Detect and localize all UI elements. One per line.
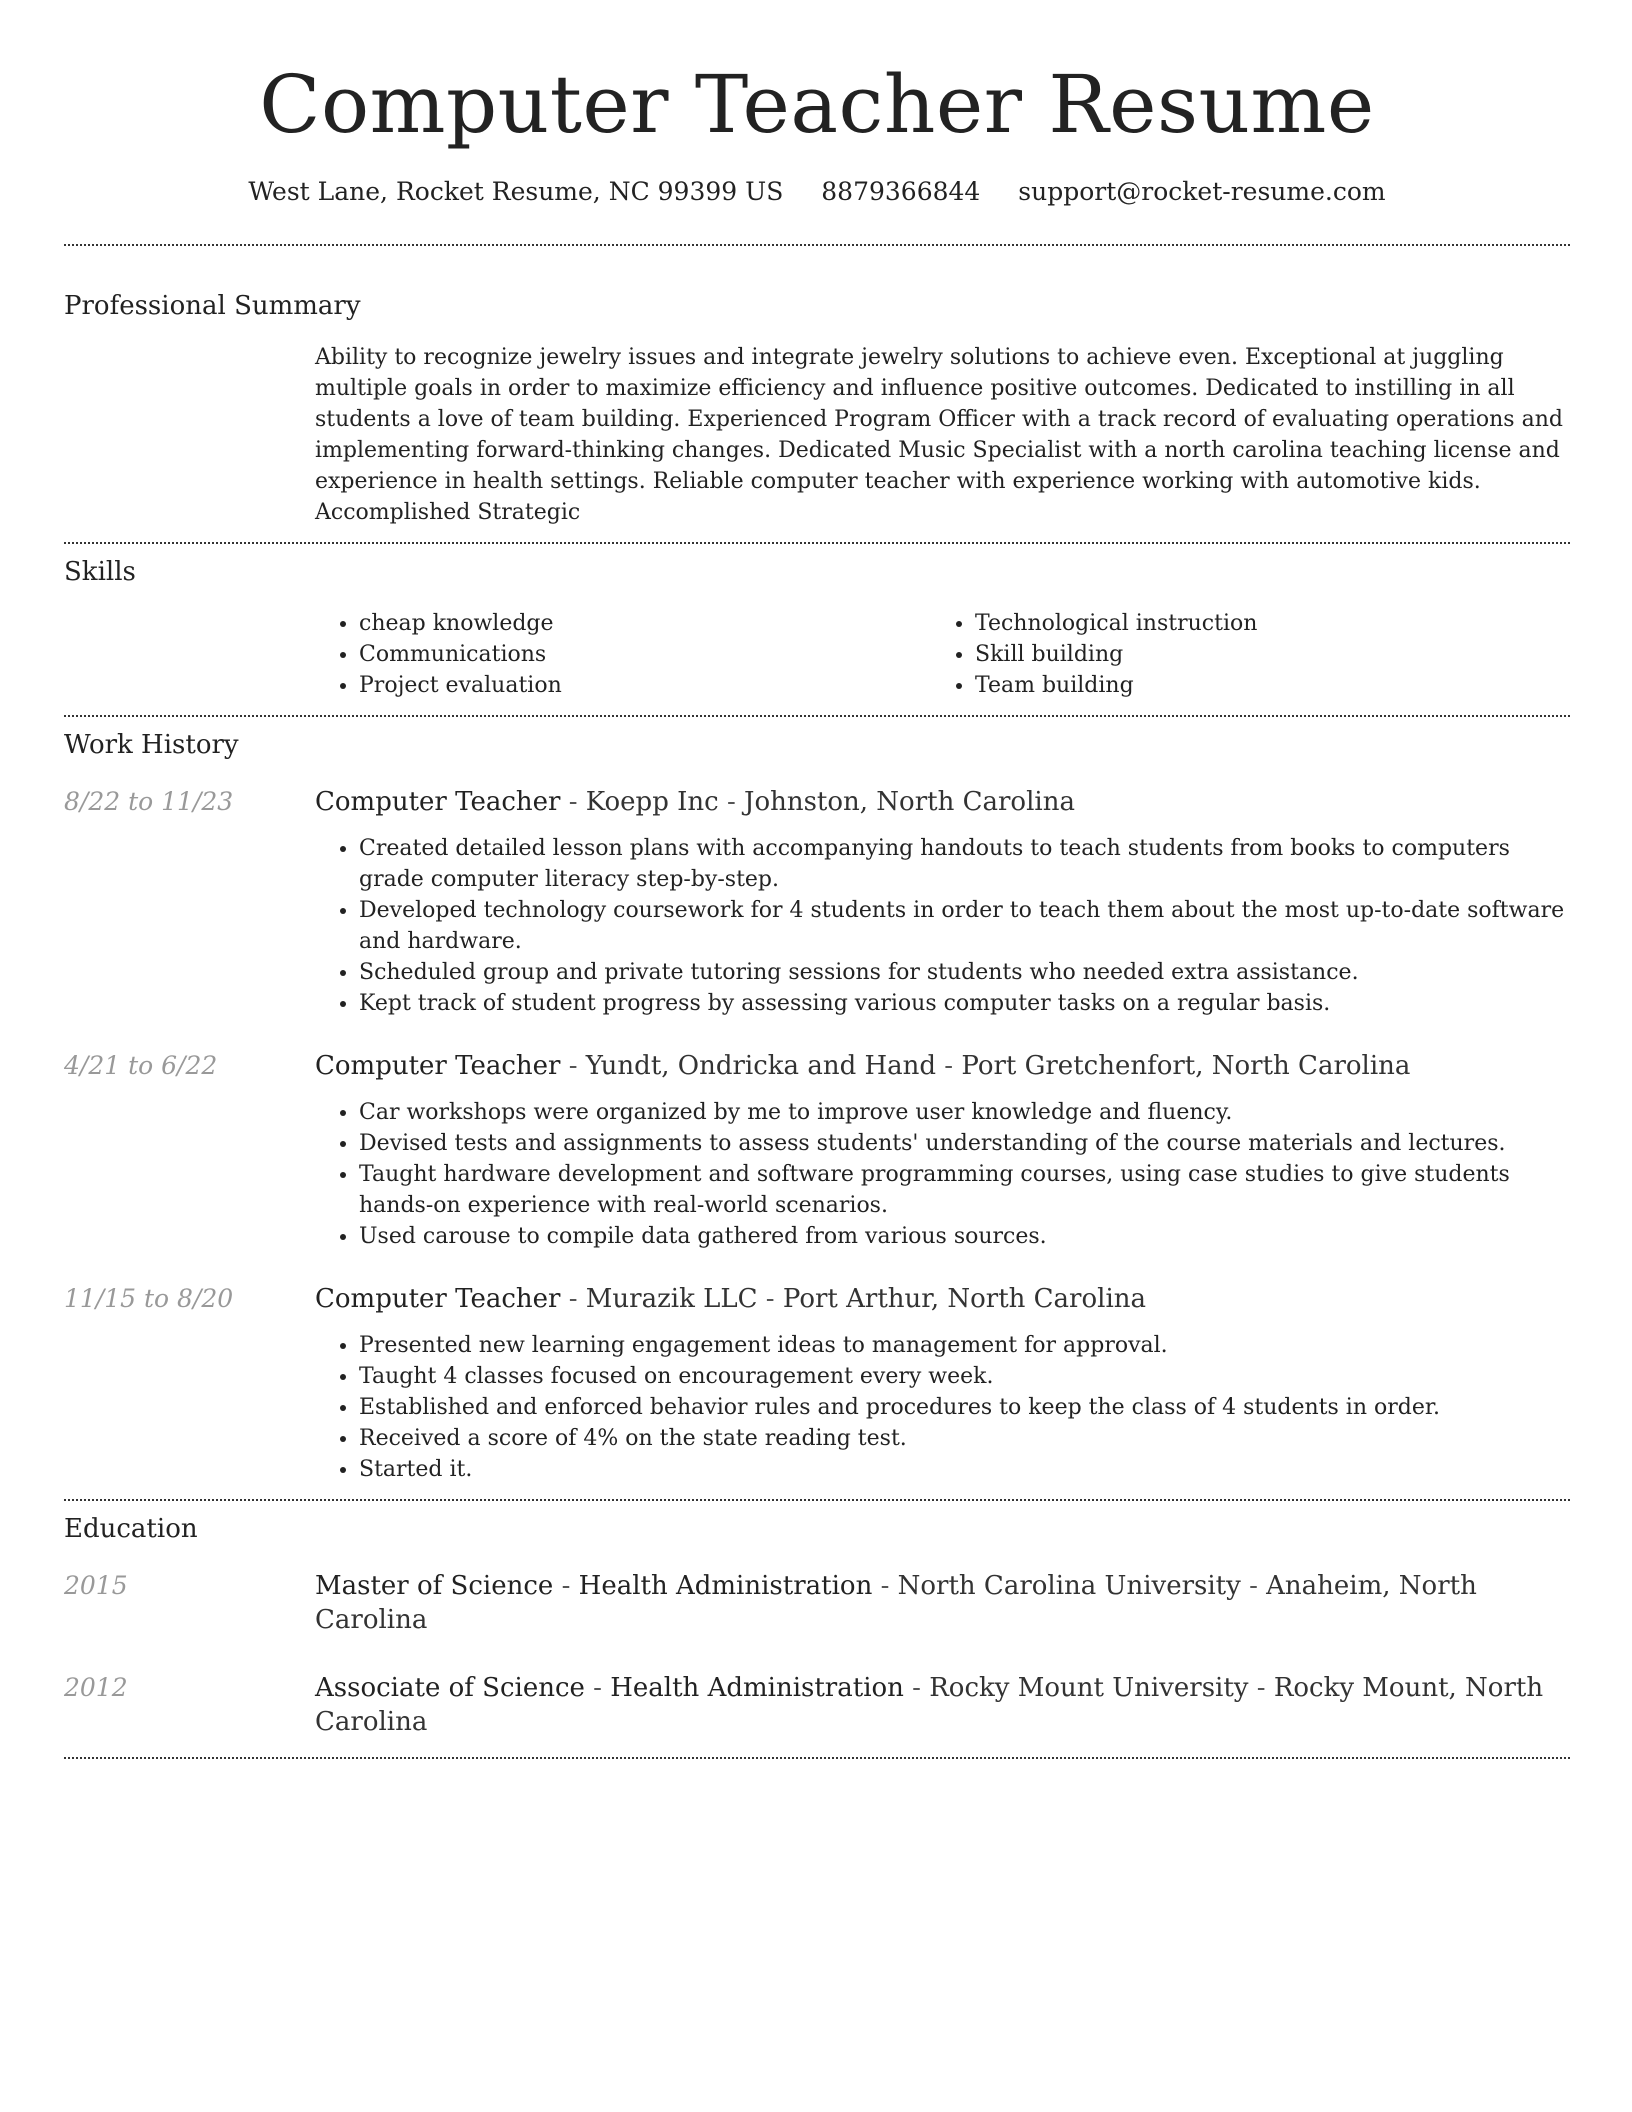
education-year: 2015 bbox=[64, 1571, 128, 1600]
job-company: Yundt, Ondricka and Hand bbox=[585, 1051, 937, 1081]
job-bullet: • Received a score of 4% on the state reading test. bbox=[359, 1423, 1570, 1454]
education-degree: Master of Science bbox=[315, 1571, 554, 1601]
divider bbox=[64, 542, 1570, 544]
job-company: Koepp Inc bbox=[585, 787, 719, 817]
job-bullet: • Developed technology coursework for 4 students in order to teach them about the most up-to-date software and hardware. bbox=[359, 895, 1570, 957]
section-title-education: Education bbox=[64, 1514, 198, 1544]
job-heading: Computer Teacher - Koepp Inc - Johnston, North Carolina bbox=[315, 787, 1075, 817]
work-section bbox=[64, 727, 1570, 1485]
education-school: North Carolina University bbox=[897, 1571, 1241, 1601]
skills-row bbox=[64, 608, 1570, 701]
education-location: Anaheim, North Carolina bbox=[315, 1571, 1477, 1635]
summary-text: Ability to recognize jewelry issues and integrate jewelry solutions to achieve even. Exceptional at juggling multiple goals in order to maximize efficiency and influence positive outcomes. Dedicated to instilling in all students a love of team building. Experienced Program Officer with a track record of evaluating operations and implementing forward-thinking changes. Dedicated Music Specialist with a north carolina teaching license and experience in health settings. Reliable computer teacher with experience working with automotive kids. Accomplished Strategic bbox=[315, 345, 1563, 525]
job-location: Johnston, North Carolina bbox=[744, 787, 1075, 817]
summary-body bbox=[315, 342, 1570, 528]
contact-line bbox=[64, 174, 1570, 210]
job-heading: Computer Teacher - Yundt, Ondricka and Hand - Port Gretchenfort, North Carolina bbox=[315, 1051, 1411, 1081]
contact-address: West Lane, Rocket Resume, NC 99399 US bbox=[248, 177, 784, 206]
job-bullet: • Presented new learning engagement ideas to management for approval. bbox=[359, 1330, 1570, 1361]
job-bullets bbox=[315, 833, 1570, 1019]
education-field: Health Administration bbox=[578, 1571, 873, 1601]
education-heading: Master of Science - Health Administration - North Carolina University - Anaheim, North Carolina bbox=[315, 1571, 1477, 1635]
education-location: Rocky Mount, North Carolina bbox=[315, 1673, 1544, 1737]
job-bullet: • Scheduled group and private tutoring sessions for students who needed extra assistance. bbox=[359, 957, 1570, 988]
skills-column-1 bbox=[315, 608, 931, 701]
skill-item: • Technological instruction bbox=[975, 608, 1575, 639]
skills-grid bbox=[315, 608, 1575, 701]
job-bullet: • Devised tests and assignments to assess students' understanding of the course materials and lectures. bbox=[359, 1128, 1570, 1159]
education-section bbox=[64, 1511, 1570, 1739]
job-bullet: • Used carouse to compile data gathered from various sources. bbox=[359, 1221, 1570, 1252]
job-bullet: • Created detailed lesson plans with accompanying handouts to teach students from books to computers grade computer literacy step-by-step. bbox=[359, 833, 1570, 895]
job-entry bbox=[64, 1282, 1570, 1485]
job-title: Computer Teacher bbox=[315, 1051, 561, 1081]
job-entry bbox=[64, 1049, 1570, 1252]
contact-email[interactable]: support@rocket-resume.com bbox=[1018, 177, 1386, 206]
education-school: Rocky Mount University bbox=[929, 1673, 1249, 1703]
job-dates: 4/21 to 6/22 bbox=[64, 1051, 218, 1080]
job-title: Computer Teacher bbox=[315, 787, 561, 817]
job-company: Murazik LLC bbox=[585, 1284, 758, 1314]
job-bullet: • Car workshops were organized by me to improve user knowledge and fluency. bbox=[359, 1097, 1570, 1128]
job-dates: 8/22 to 11/23 bbox=[64, 787, 234, 816]
education-entry bbox=[64, 1569, 1570, 1637]
job-details bbox=[315, 1282, 1570, 1485]
job-entry bbox=[64, 785, 1570, 1019]
job-details bbox=[315, 1049, 1570, 1252]
divider bbox=[64, 1757, 1570, 1759]
job-bullet: • Kept track of student progress by assessing various computer tasks on a regular basis. bbox=[359, 988, 1570, 1019]
contact-phone: 8879366844 bbox=[821, 177, 981, 206]
job-location: Port Gretchenfort, North Carolina bbox=[961, 1051, 1411, 1081]
section-title-work: Work History bbox=[64, 730, 239, 760]
education-degree: Associate of Science bbox=[315, 1673, 585, 1703]
job-bullet: • Taught 4 classes focused on encouragement every week. bbox=[359, 1361, 1570, 1392]
job-heading: Computer Teacher - Murazik LLC - Port Arthur, North Carolina bbox=[315, 1284, 1146, 1314]
job-bullet: • Established and enforced behavior rules and procedures to keep the class of 4 students in order. bbox=[359, 1392, 1570, 1423]
skill-item: • Skill building bbox=[975, 639, 1575, 670]
job-bullet: • Taught hardware development and software programming courses, using case studies to give students hands-on experience with real-world scenarios. bbox=[359, 1159, 1570, 1221]
skill-item: • Communications bbox=[359, 639, 931, 670]
divider bbox=[64, 715, 1570, 717]
education-year: 2012 bbox=[64, 1673, 128, 1702]
section-title-skills: Skills bbox=[64, 557, 136, 587]
skill-item: • Team building bbox=[975, 670, 1575, 701]
skills-column-2 bbox=[931, 608, 1575, 701]
summary-row bbox=[64, 342, 1570, 528]
job-bullets bbox=[315, 1330, 1570, 1485]
summary-section bbox=[64, 288, 1570, 528]
education-field: Health Administration bbox=[610, 1673, 904, 1703]
job-title: Computer Teacher bbox=[315, 1284, 561, 1314]
resume-page bbox=[64, 0, 1570, 1759]
page-title: Computer Teacher Resume bbox=[259, 58, 1375, 151]
job-details bbox=[315, 785, 1570, 1019]
divider bbox=[64, 1499, 1570, 1501]
job-bullet: • Started it. bbox=[359, 1454, 1570, 1485]
job-dates: 11/15 to 8/20 bbox=[64, 1284, 234, 1313]
education-heading: Associate of Science - Health Administration - Rocky Mount University - Rocky Mount, North Carolina bbox=[315, 1673, 1544, 1737]
job-bullets bbox=[315, 1097, 1570, 1252]
divider bbox=[64, 244, 1570, 246]
skills-section bbox=[64, 554, 1570, 701]
job-location: Port Arthur, North Carolina bbox=[782, 1284, 1146, 1314]
education-entry bbox=[64, 1671, 1570, 1739]
skill-item: • Project evaluation bbox=[359, 670, 931, 701]
section-title-summary: Professional Summary bbox=[64, 291, 361, 321]
skill-item: • cheap knowledge bbox=[359, 608, 931, 639]
